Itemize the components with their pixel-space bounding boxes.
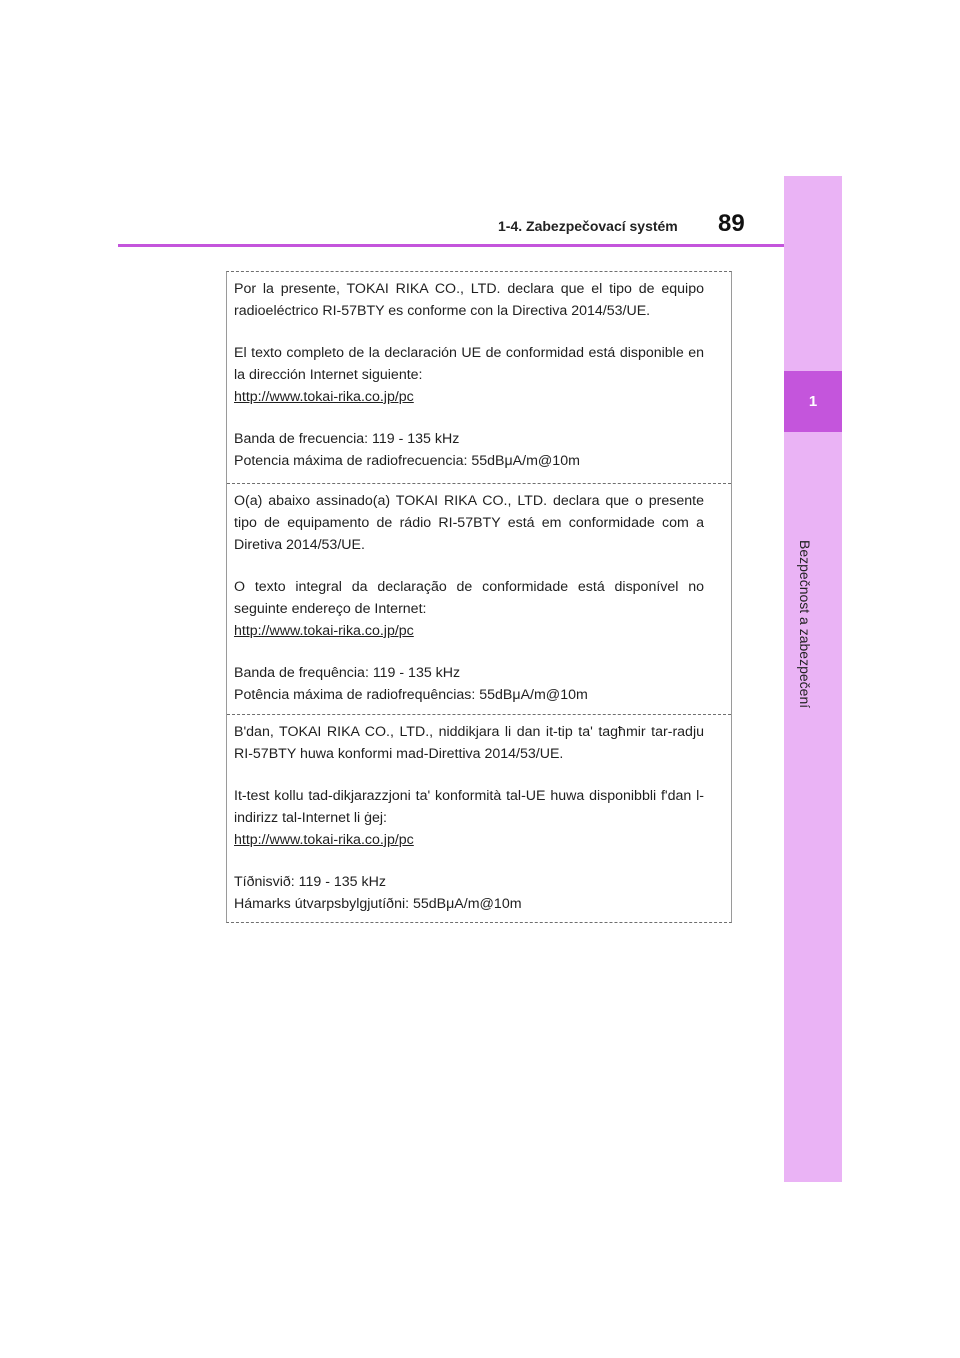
declaration-text — [234, 576, 704, 642]
declaration-intro: B'dan, TOKAI RIKA CO., LTD., niddikjara li dan it-tip ta' tagħmir tar-radju RI-57BTY huwa konformi mad-Direttiva 2014/53/UE. — [234, 724, 704, 762]
declaration-section-portuguese — [227, 484, 731, 715]
chapter-tab — [784, 176, 842, 1182]
declaration-box — [226, 271, 732, 923]
chapter-tab-number[interactable] — [784, 371, 842, 432]
declaration-text — [234, 785, 704, 851]
frequency-band: Banda de frequência: 119 - 135 kHz — [234, 665, 461, 681]
declaration-link[interactable]: http://www.tokai-rika.co.jp/pc — [234, 389, 414, 405]
max-power: Potência máxima de radiofrequências: 55dBμA/m@10m — [234, 687, 588, 703]
chapter-label-text: Bezpečnost a zabezpečení — [797, 540, 813, 709]
declaration-section-maltese — [227, 715, 731, 922]
declaration-intro: Por la presente, TOKAI RIKA CO., LTD. declara que el tipo de equipo radioeléctrico RI-57BTY es conforme con la Directiva 2014/53/UE. — [234, 281, 704, 319]
page-number: 89 — [718, 210, 745, 237]
declaration-availability: It-test kollu tad-dikjarazzjoni ta' konformità tal-UE huwa disponibbli f'dan l-indirizz tal-Internet li ġej: — [234, 788, 704, 826]
chapter-number: 1 — [808, 393, 818, 410]
header-rule — [118, 244, 784, 247]
declaration-intro: O(a) abaixo assinado(a) TOKAI RIKA CO., LTD. declara que o presente tipo de equipamento de rádio RI-57BTY está em conformidade com a Diretiva 2014/53/UE. — [234, 493, 704, 553]
max-power: Hámarks útvarpsbylgjutíðni: 55dBμA/m@10m — [234, 896, 522, 912]
declaration-link[interactable]: http://www.tokai-rika.co.jp/pc — [234, 832, 414, 848]
frequency-band: Banda de frecuencia: 119 - 135 kHz — [234, 431, 460, 447]
declaration-availability: El texto completo de la declaración UE de conformidad está disponible en la dirección Internet siguiente: — [234, 345, 704, 383]
declaration-text — [234, 342, 704, 408]
declaration-availability: O texto integral da declaração de conformidade está disponível no seguinte endereço de Internet: — [234, 579, 704, 617]
frequency-band: Tíðnisvið: 119 - 135 kHz — [234, 874, 386, 890]
max-power: Potencia máxima de radiofrecuencia: 55dBμA/m@10m — [234, 453, 580, 469]
section-header-title: 1-4. Zabezpečovací systém — [498, 218, 678, 234]
declaration-section-spanish — [227, 272, 731, 484]
declaration-link[interactable]: http://www.tokai-rika.co.jp/pc — [234, 623, 414, 639]
